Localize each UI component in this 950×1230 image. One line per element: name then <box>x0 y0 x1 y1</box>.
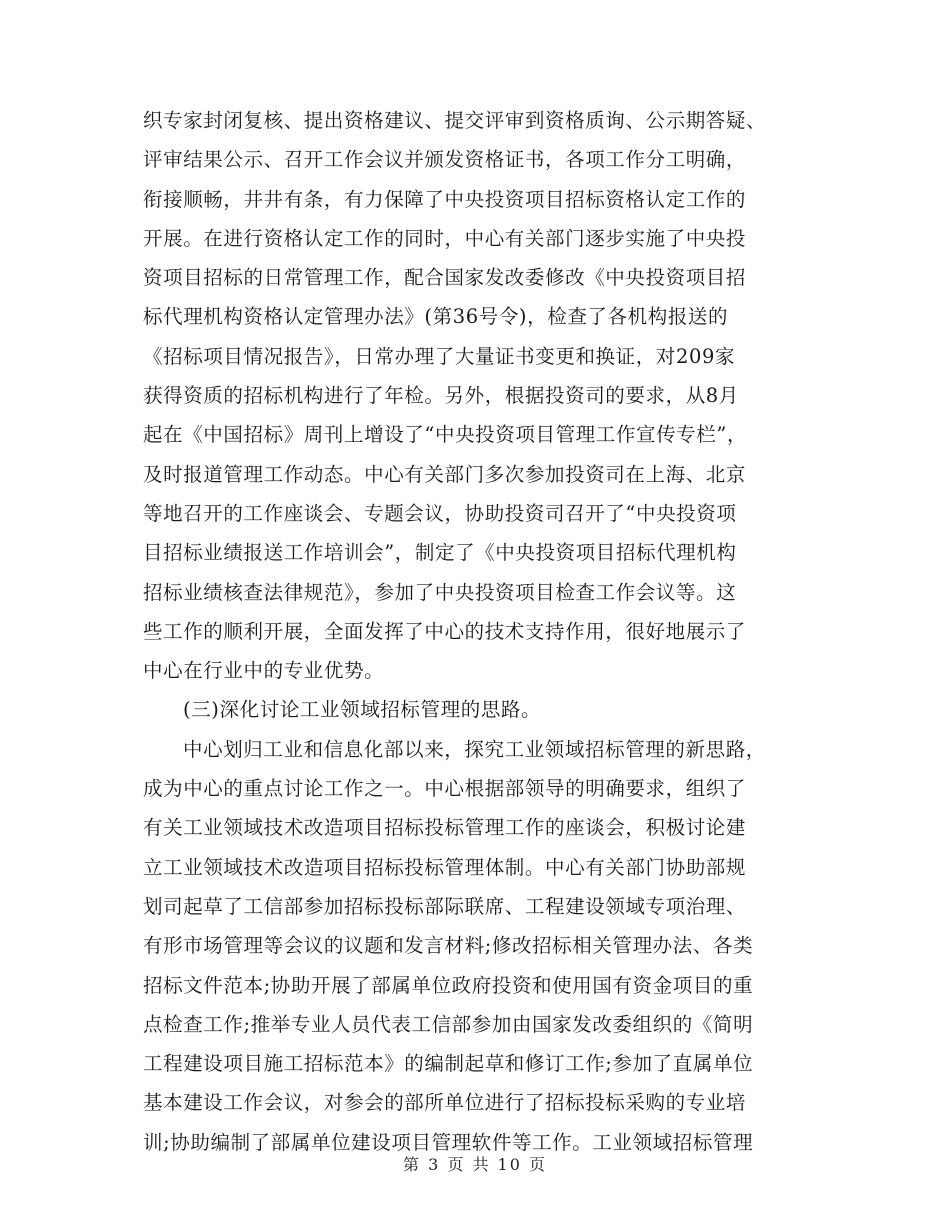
text-line: 等地召开的工作座谈会、专题会议，协助投资司召开了“中央投资项 <box>143 501 737 525</box>
text-line: 训;协助编制了部属单位建设项目管理软件等工作。工业领域招标管理 <box>143 1130 754 1154</box>
text-line: 些工作的顺利开展，全面发挥了中心的技术支持作用，很好地展示了 <box>143 619 747 643</box>
text-line: 点检查工作;推举专业人员代表工信部参加由国家发改委组织的《简明 <box>143 1012 754 1036</box>
text-line: 工程建设项目施工招标范本》的编制起草和修订工作;参加了直属单位 <box>143 1052 754 1076</box>
text-line: 有形市场管理等会议的议题和发言材料;修改招标相关管理办法、各类 <box>143 934 754 958</box>
document-body <box>143 101 808 1162</box>
text-line: 目招标业绩报送工作培训会”，制定了《中央投资项目招标代理机构 <box>143 541 737 565</box>
text-line: 织专家封闭复核、提出资格建议、提交评审到资格质询、公示期答疑、 <box>143 109 767 132</box>
text-line: 招标文件范本;协助开展了部属单位政府投资和使用国有资金项目的重 <box>143 973 754 997</box>
text-line: (三)深化讨论工业领域招标管理的思路。 <box>183 698 542 722</box>
text-line: 基本建设工作会议，对参会的部所单位进行了招标投标采购的专业培 <box>143 1091 747 1115</box>
page-footer: 第 3 页 共 10 页 <box>403 1155 547 1174</box>
text-line: 中心划归工业和信息化部以来，探究工业领域招标管理的新思路， <box>183 737 766 761</box>
text-line: 标代理机构资格认定管理办法》(第36号令)，检查了各机构报送的 <box>143 305 729 329</box>
text-line: 《招标项目情况报告》，日常办理了大量证书变更和换证，对209家 <box>143 344 736 368</box>
text-line: 招标业绩核查法律规范》，参加了中央投资项目检查工作会议等。这 <box>143 580 737 604</box>
text-line: 成为中心的重点讨论工作之一。中心根据部领导的明确要求，组织了 <box>143 777 747 801</box>
text-line: 评审结果公示、召开工作会议并颁发资格证书，各项工作分工明确， <box>143 148 747 172</box>
text-line: 获得资质的招标机构进行了年检。另外，根据投资司的要求，从8月 <box>143 384 739 408</box>
text-line: 衔接顺畅，井井有条，有力保障了中央投资项目招标资格认定工作的 <box>143 187 747 211</box>
text-line: 中心在行业中的专业优势。 <box>143 659 385 683</box>
text-line: 立工业领域技术改造项目招标投标管理体制。中心有关部门协助部规 <box>143 855 747 879</box>
text-line: 开展。在进行资格认定工作的同时，中心有关部门逐步实施了中央投 <box>143 226 747 250</box>
text-line: 及时报道管理工作动态。中心有关部门多次参加投资司在上海、北京 <box>143 462 747 486</box>
text-line: 有关工业领域技术改造项目招标投标管理工作的座谈会，积极讨论建 <box>143 816 747 840</box>
text-line: 划司起草了工信部参加招标投标部际联席、工程建设领域专项治理、 <box>143 894 747 918</box>
text-line: 资项目招标的日常管理工作，配合国家发改委修改《中央投资项目招 <box>143 266 747 290</box>
text-line: 起在《中国招标》周刊上增设了“中央投资项目管理工作宣传专栏”， <box>143 423 748 447</box>
